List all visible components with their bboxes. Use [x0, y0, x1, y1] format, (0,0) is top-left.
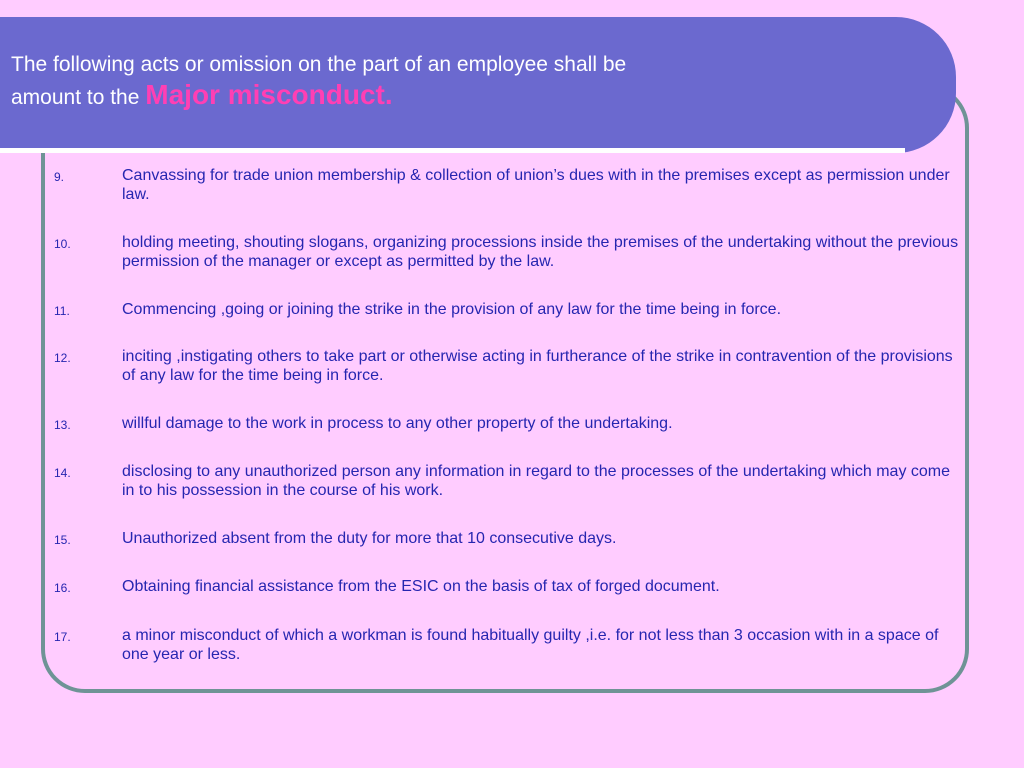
list-item-text: a minor misconduct of which a workman is found habitually guilty ,i.e. for not less than 3 occasion with in a space of one year or less.: [122, 627, 939, 663]
list-item-text: holding meeting, shouting slogans, organizing processions inside the premises of the undertaking without the previous permission of the manager or except as permitted by the law.: [122, 234, 959, 270]
list-item-number: 17.: [54, 630, 71, 644]
list-item-number: 11.: [54, 304, 70, 318]
list-item-number: 15.: [54, 533, 71, 547]
list-item: [0, 233, 1000, 293]
title-underline: [0, 148, 905, 153]
list-item-text: Unauthorized absent from the duty for more that 10 consecutive days.: [122, 530, 617, 547]
title-line-1: The following acts or omission on the part of an employee shall be: [11, 53, 627, 76]
list-item: [0, 347, 1000, 407]
list-item-number: 10.: [54, 237, 71, 251]
list-item: [0, 166, 1000, 226]
slide-title: [11, 50, 911, 113]
list-item-text: Obtaining financial assistance from the ESIC on the basis of tax of forged document.: [122, 578, 720, 595]
list-item-text: disclosing to any unauthorized person any information in regard to the processes of the undertaking which may come in to his possession in the course of his work.: [122, 463, 951, 499]
list-item-text: inciting ,instigating others to take part or otherwise acting in furtherance of the strike in contravention of the provisions of any law for the time being in force.: [122, 348, 953, 384]
title-banner: [0, 17, 956, 153]
list-item: [0, 462, 1000, 522]
title-line-2-prefix: amount to the: [11, 86, 140, 109]
title-accent: Major misconduct.: [145, 79, 393, 110]
list-item-text: willful damage to the work in process to any other property of the undertaking.: [122, 415, 673, 432]
list-item-number: 14.: [54, 466, 71, 480]
list-item-number: 16.: [54, 581, 71, 595]
list-item-number: 13.: [54, 418, 71, 432]
list-item: [0, 626, 1000, 686]
list-item-number: 9.: [54, 170, 65, 184]
list-item-text: Canvassing for trade union membership & collection of union’s dues with in the premises except as permission under law.: [122, 167, 950, 203]
list-item-number: 12.: [54, 351, 71, 365]
list-item-text: Commencing ,going or joining the strike in the provision of any law for the time being in force.: [122, 301, 782, 318]
